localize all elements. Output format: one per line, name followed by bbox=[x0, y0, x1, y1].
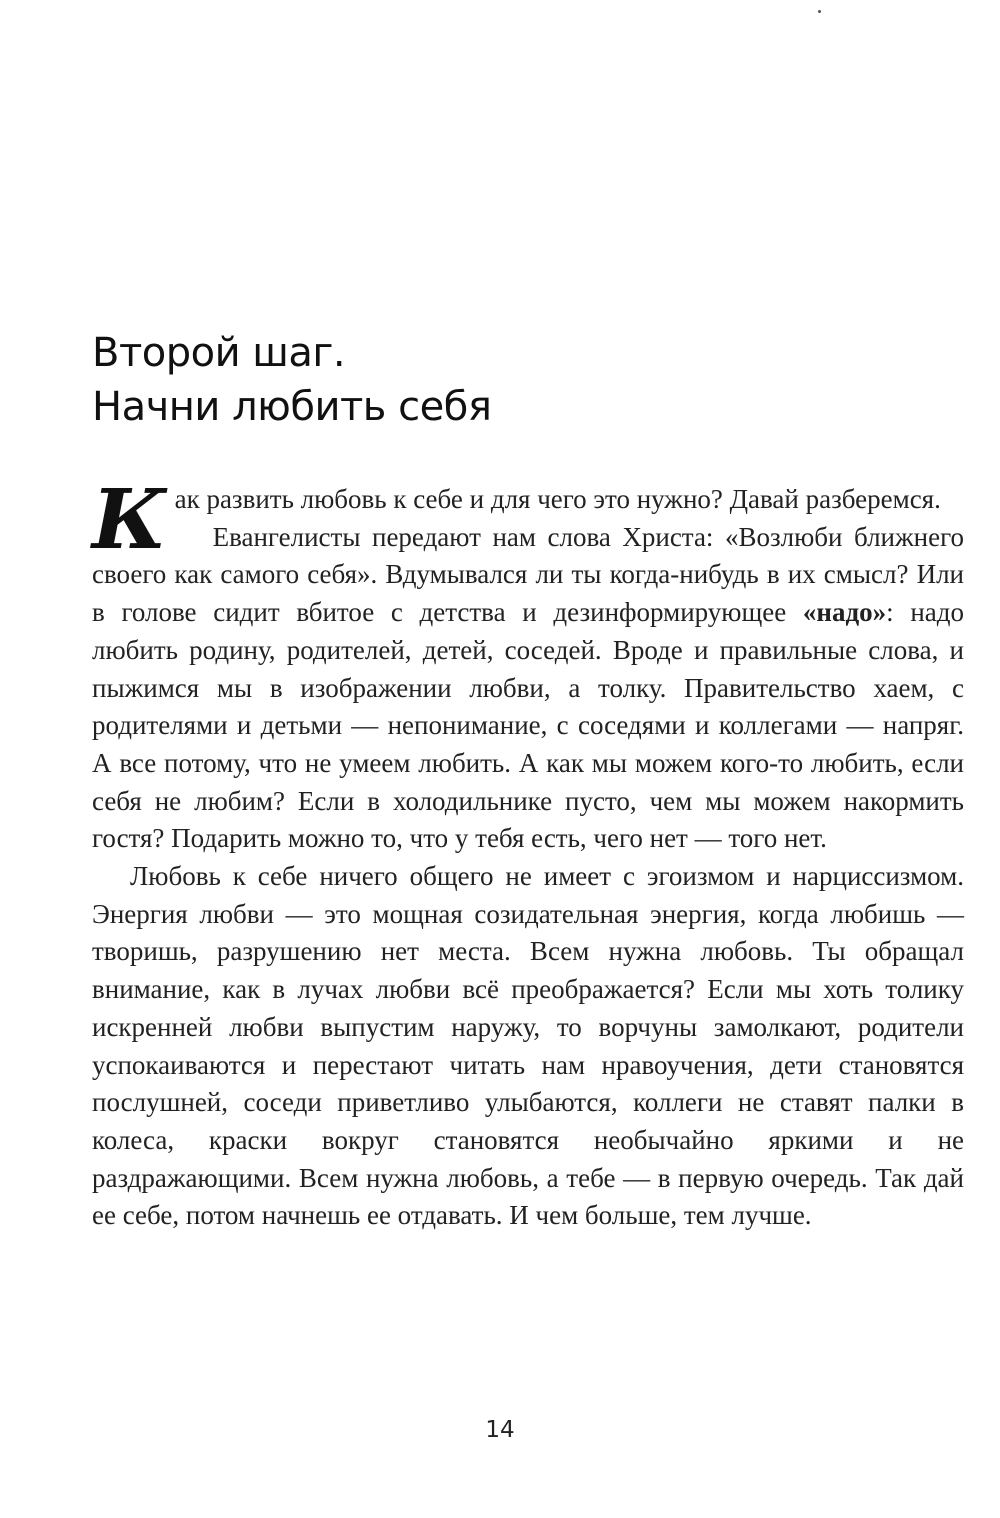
chapter-heading-line-1: Второй шаг. bbox=[92, 330, 346, 376]
paragraph-3-text: Любовь к себе ничего общего не имеет с эгоизмом и нарциссизмом. Энергия любви — это мощная созидательная энергия, когда любишь — творишь, разрушению нет места. Всем нужна любовь. Ты обращал внимание, как в лучах любви всё преображается? Если мы хоть толику искренней любви выпустим наружу, то ворчуны замолкают, родители успокаиваются и перестают читать нам нравоучения, дети становятся послушней, соседи приветливо улыбаются, коллеги не ставят палки в колеса, краски вокруг становятся необычайно яркими и не раздражающими. Всем нужна любовь, а тебе — в первую очередь. Так дай ее себе, потом начнешь ее отдавать. И чем больше, тем лучше. bbox=[92, 861, 964, 1231]
body-text bbox=[92, 472, 964, 1235]
emphasized-word: «надо» bbox=[802, 597, 887, 628]
drop-cap: К bbox=[92, 472, 167, 568]
paragraph-2-text-b: : надо любить родину, родителей, детей, соседей. Вроде и правильные слова, и пыжимся мы в изображении любви, а толку. Правительство хаем, с родителями и детьми — непонимание, с соседями и коллегами — напряг. А все потому, что не умеем любить. А как мы можем кого-то любить, если себя не любим? Если в холодильнике пусто, чем мы можем накормить гостя? Подарить можно то, что у тебя есть, чего нет — того нет. bbox=[92, 597, 964, 854]
chapter-heading bbox=[92, 326, 912, 434]
paragraph-1 bbox=[92, 472, 964, 568]
paragraph-3 bbox=[92, 858, 964, 1235]
chapter-heading-line-2: Начни любить себя bbox=[92, 384, 492, 430]
paragraph-2-text-a: Евангелисты передают нам слова Христа: «Возлюби ближнего своего как самого себя». Вдумывался ли ты когда-нибудь в их смысл? Или в голове сидит вбитое с детства и дезинформирующее bbox=[92, 521, 964, 628]
page-number: 14 bbox=[485, 1417, 515, 1443]
paragraph-2 bbox=[92, 519, 964, 858]
print-speck bbox=[818, 10, 821, 13]
paragraph-1-text: ак развить любовь к себе и для чего это нужно? Давай разберемся. bbox=[174, 484, 941, 514]
